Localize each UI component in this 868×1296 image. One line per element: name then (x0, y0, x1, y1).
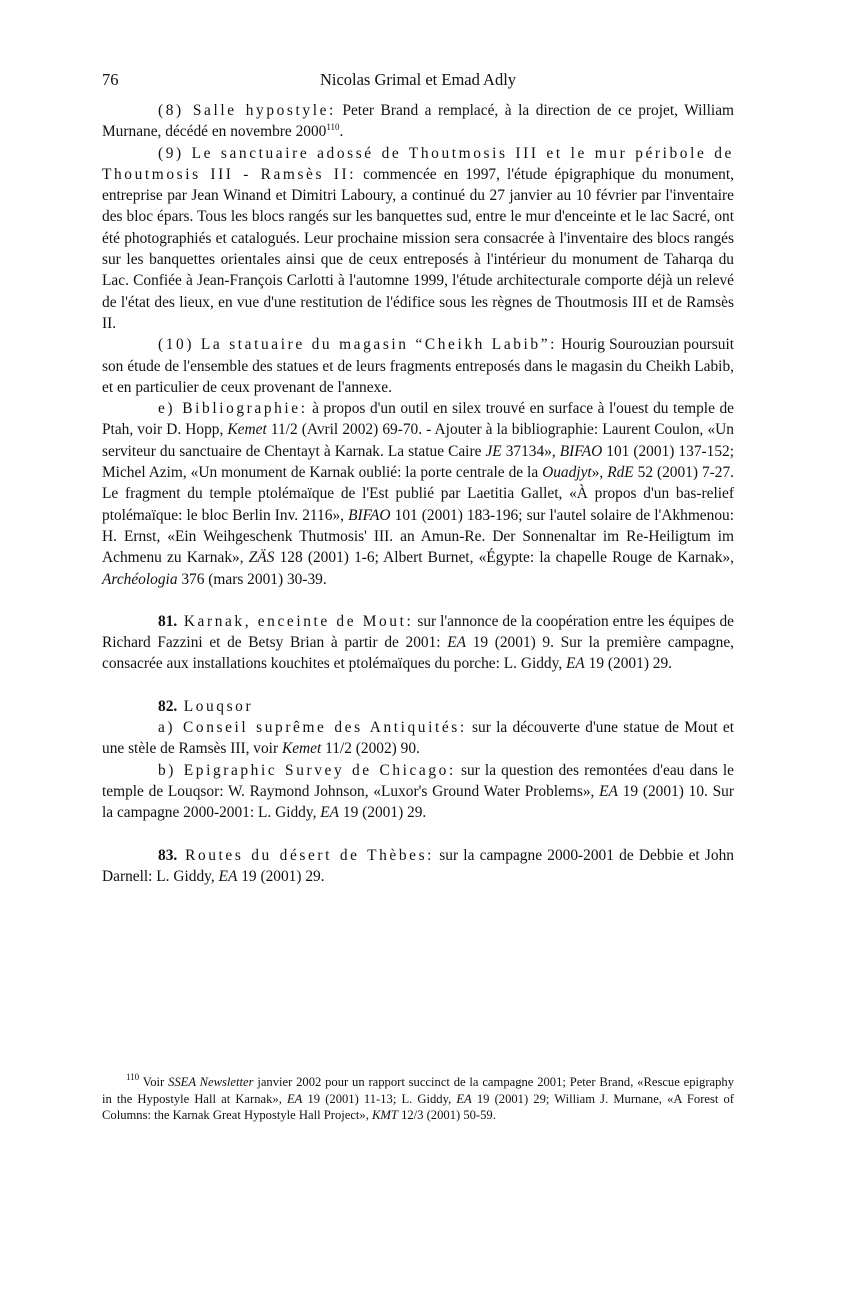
paragraph-bibliographie (102, 398, 734, 590)
footnote-ref-110[interactable]: 110 (326, 122, 340, 133)
journal-title: KMT (372, 1108, 398, 1122)
page-number: 76 (102, 70, 119, 89)
journal-title: EA (320, 804, 340, 822)
section-82-a-text: sur la découverte d'une statue de Mout et une stèle de Ramsès III, voir (102, 719, 735, 758)
paragraph-9-label: (9) Le sanctuaire adossé de Thoutmosis III et le mur péribole de Thoutmosis III - Ramsès II: (102, 144, 734, 183)
section-83-number: 83. (158, 846, 178, 864)
paragraph-10 (102, 334, 734, 398)
journal-title: Archéologia (102, 570, 178, 588)
footnote-text: janvier 2002 pour un rapport succinct de la campagne 2001; Peter Brand, «Rescue epigraphy in the Hypostyle Hall at Karnak», (102, 1075, 735, 1106)
section-81-number: 81. (158, 612, 178, 630)
section-82-b-text: 19 (2001) 10. Sur la campagne 2000-2001: L. Giddy, (102, 782, 734, 822)
paragraph-10-text: Hourig Sourouzian poursuit son étude de l'ensemble des statues et de leurs fragments entreposés dans le magasin du Cheikh Labib, et en particulier de ceux provenant de l'annexe. (102, 336, 734, 396)
paragraph-9 (102, 143, 734, 335)
section-82-b-label: b) Epigraphic Survey de Chicago: (158, 761, 456, 779)
section-81-text: 19 (2001) 29. (584, 655, 673, 673)
section-82-b-text: sur la question des remontées d'eau dans le temple de Louqsor: W. Raymond Johnson, «Luxor's Ground Water Problems», (102, 761, 734, 800)
section-82-a (102, 717, 734, 760)
section-83 (102, 845, 734, 888)
section-82-b (102, 760, 734, 824)
paragraph-8-text: Peter Brand a remplacé, à la direction de ce projet, William Murnane, décédé en novembre 2000 (102, 102, 734, 141)
bib-text: 52 (2001) 7-27. Le fragment du temple ptolémaïque de l'Est publié par Laetitia Gallet, «À propos d'un bas-relief ptolémaïque: le bloc Berlin Inv. 2116», (102, 464, 735, 524)
journal-title: Kemet (227, 421, 267, 439)
journal-title: ZÄS (248, 549, 275, 567)
running-title: Nicolas Grimal et Emad Adly (319, 70, 517, 89)
paragraph-9-text: commencée en 1997, l'étude épigraphique du monument, entreprise par Jean Winand et Dimitri Laboury, a continué du 27 janvier au 10 février par l'inventaire des bloc épars. Tous les blocs rangés sur les banquettes sud, entre le mur d'enceinte et le lac Sacré, ont été photographiés et catalogués. Leur prochaine mission sera consacrée à l'inventaire des blocs rangés sur les banquettes orientales ainsi que de ceux entreposés à l'intérieur du monument de Taharqa du Lac. Confiée à Jean-François Carlotti à l'automne 1999, l'étude architecturale comporte déjà un relevé de l'état des lieux, en vue d'une restitution de l'édifice sous les règnes de Thoutmosis III et de Ramsès II. (102, 165, 734, 332)
body-text (102, 100, 734, 887)
paragraph-8-label: (8) Salle hypostyle: (158, 102, 336, 119)
journal-title: EA (286, 1091, 303, 1106)
section-82-b-text: 19 (2001) 29. (339, 804, 427, 822)
journal-title: Ouadjyt (542, 464, 592, 482)
journal-title: BIFAO (559, 442, 603, 460)
bib-text: 376 (mars 2001) 30-39. (177, 570, 327, 588)
section-81 (102, 611, 734, 675)
section-83-text: 19 (2001) 29. (237, 867, 325, 885)
footnote-text: 12/3 (2001) 50-59. (397, 1108, 496, 1122)
footnotes (102, 1074, 734, 1124)
running-header (102, 70, 734, 100)
section-83-text: sur la campagne 2000-2001 de Debbie et John Darnell: L. Giddy, (102, 846, 734, 885)
journal-title: EA (447, 634, 467, 652)
journal-title: EA (599, 782, 618, 800)
paragraph-8-end: . (339, 123, 344, 141)
bib-text: 128 (2001) 1-6; Albert Burnet, «Égypte: la chapelle Rouge de Karnak», (274, 549, 734, 567)
journal-title: RdE (607, 464, 634, 482)
footnote-110 (102, 1074, 734, 1124)
journal-title: JE (485, 442, 502, 460)
section-82-title: Louqsor (177, 697, 254, 715)
section-81-text: 19 (2001) 9. Sur la première campagne, consacrée aux installations kouchites et ptolémaïques du porche: L. Giddy, (102, 634, 734, 673)
section-83-heading: Routes du désert de Thèbes: (177, 846, 435, 864)
section-82-a-text: 11/2 (2002) 90. (321, 740, 420, 758)
journal-title: BIFAO (348, 506, 391, 524)
bib-text: à propos d'un outil en silex trouvé en surface à l'ouest du temple de Ptah, voir D. Hopp, (102, 400, 734, 439)
journal-title: Kemet (281, 740, 322, 758)
journal-title: EA (456, 1091, 472, 1106)
paragraph-8 (102, 100, 734, 143)
bib-text: 11/2 (Avril 2002) 69-70. - Ajouter à la bibliographie: Laurent Coulon, «Un serviteur du sanctuaire de Chentayt à Karnak. La statue Caire (102, 421, 734, 460)
page (102, 70, 734, 887)
journal-title: EA (566, 655, 585, 673)
paragraph-10-label: (10) La statuaire du magasin “Cheikh Labib”: (158, 336, 558, 354)
footnote-text: Voir (139, 1075, 169, 1089)
section-81-text: sur l'annonce de la coopération entre les équipes de Richard Fazzini et de Betsy Brian à partir de 2001: (102, 612, 734, 652)
journal-title: EA (218, 867, 238, 885)
bib-text: 101 (2001) 137-152; Michel Azim, «Un monument de Karnak oublié: la porte centrale de la (102, 442, 734, 482)
footnote-text: 19 (2001) 29; William J. Murnane, «A Forest of Columns: the Karnak Great Hypostyle Hall Project», (102, 1091, 734, 1122)
section-82-number: 82. (158, 697, 178, 715)
journal-title: SSEA Newsletter (168, 1075, 254, 1089)
bibliographie-label: e) Bibliographie: (158, 400, 308, 418)
footnote-text: 19 (2001) 11-13; L. Giddy, (302, 1091, 457, 1106)
section-82-a-label: a) Conseil suprême des Antiquités: (158, 719, 467, 737)
bib-text: 101 (2001) 183-196; sur l'autel solaire de l'Akhmenou: H. Ernst, «Ein Weihgeschenk Thutmosis' III. an Amun-Re. Der Sonnenaltar im Re-Heiligtum im Achmenu zu Karnak», (102, 506, 734, 567)
section-81-heading: Karnak, enceinte de Mout: (177, 612, 414, 630)
bib-text: 37134», (501, 442, 560, 460)
section-82-heading (102, 696, 734, 717)
footnote-number: 110 (126, 1072, 140, 1082)
bib-text: », (591, 464, 608, 482)
